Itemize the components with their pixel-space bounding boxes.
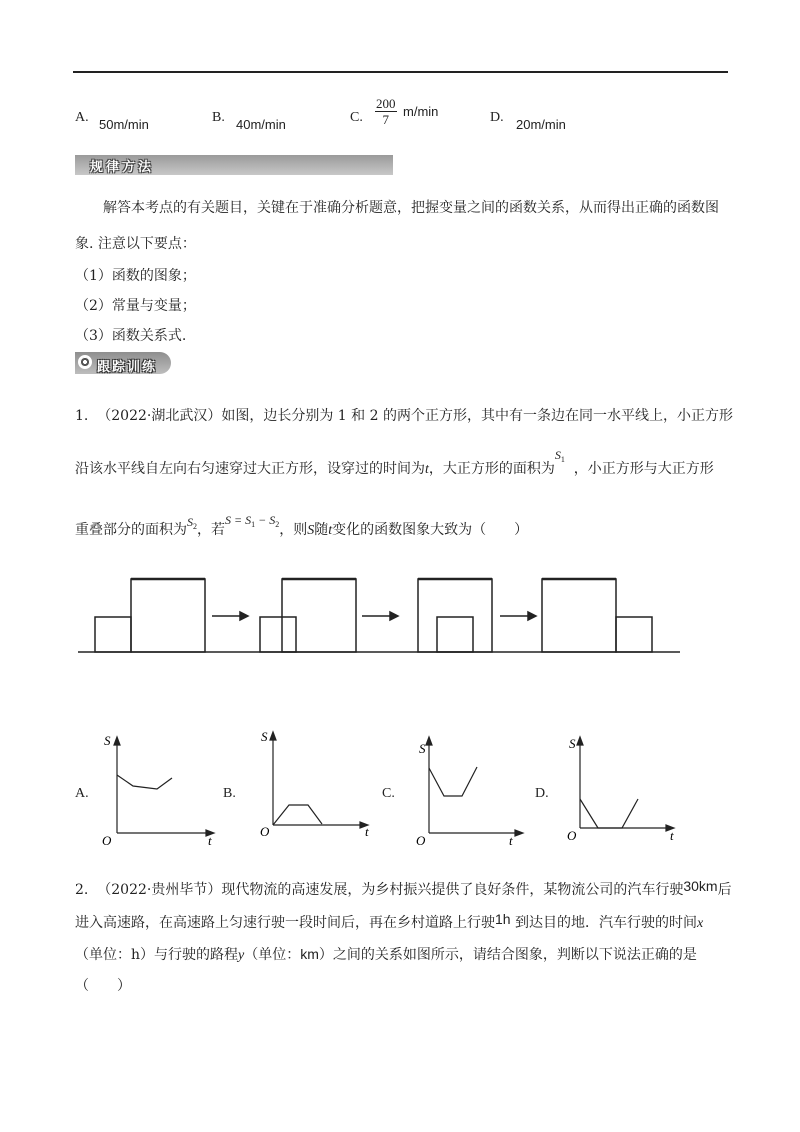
- formula: [225, 513, 279, 527]
- var-s2: [187, 515, 197, 529]
- origin-label: O: [567, 828, 577, 843]
- q1-line-3: [75, 513, 529, 545]
- q1-text: 变化的函数图象大致为（ ）: [332, 522, 529, 538]
- graph-curve: [429, 767, 477, 796]
- formula-part: S = S: [225, 513, 252, 527]
- option-value: 20m/min: [516, 117, 566, 132]
- fraction-numerator: 200: [376, 96, 396, 111]
- option-letter: A.: [75, 110, 89, 125]
- subscript: 1: [251, 520, 256, 529]
- q2-line-4: （ ）: [75, 978, 131, 994]
- question-source: （2022·湖北武汉）: [97, 408, 222, 424]
- var-s1: [555, 448, 565, 462]
- origin-label: O: [416, 833, 426, 848]
- q1-text: ，大正方形的面积为: [428, 461, 555, 477]
- fraction-denominator: 7: [382, 112, 389, 127]
- q2-text: （单位：: [244, 947, 301, 963]
- graph-option-a[interactable]: A.: [75, 786, 89, 801]
- large-square: [542, 579, 616, 652]
- arrow-right-icon: [528, 612, 536, 620]
- option-letter: B.: [212, 110, 225, 125]
- option-value: 40m/min: [236, 117, 286, 132]
- q2-text: 现代物流的高速发展，为乡村振兴提供了良好条件，某物流公司的汽车行驶: [221, 882, 684, 898]
- variable-t: t: [425, 462, 429, 477]
- axis-x-label: t: [509, 833, 513, 848]
- axis-x-label: t: [208, 833, 212, 848]
- option-c-unit: [403, 104, 438, 121]
- question-number: 1.: [75, 408, 89, 424]
- q2-text: 到达目的地．汽车行驶的时间: [515, 915, 698, 931]
- small-square: [616, 617, 652, 652]
- q2-line-1: [75, 879, 732, 900]
- q1-text: ，若: [197, 522, 225, 538]
- q2-text: 后: [717, 882, 732, 898]
- squares-diagram: [70, 570, 690, 660]
- q1-text: 随: [314, 522, 329, 538]
- option-value: 50m/min: [99, 117, 149, 132]
- q1-line-1: [75, 406, 733, 426]
- q2-text: （单位：h）与行驶的路程: [75, 947, 239, 963]
- method-intro: 解答本考点的有关题目，关键在于准确分析题意，把握变量之间的函数关系，从而得出正确的函数图: [103, 200, 719, 216]
- q2-text: 进入高速路，在高速路上匀速行驶一段时间后，再在乡村道路上行驶: [75, 915, 495, 931]
- value-1h: 1h: [495, 911, 511, 927]
- option-letter: C.: [350, 110, 363, 125]
- method-point-2: （2）常量与变量；: [75, 298, 196, 314]
- small-square: [95, 617, 131, 652]
- axis-x-label: t: [670, 828, 674, 843]
- subscript: 2: [193, 522, 197, 531]
- option-letter: D.: [490, 110, 504, 125]
- graph-curve: [117, 775, 172, 789]
- subscript: 2: [275, 520, 280, 529]
- graph-option-b[interactable]: B.: [223, 786, 236, 801]
- origin-label: O: [102, 833, 112, 848]
- option-d-value: [516, 117, 566, 134]
- graph-curve: [580, 799, 638, 828]
- q1-text: ，小正方形与大正方形: [573, 461, 714, 477]
- axis-x-label: t: [365, 824, 369, 839]
- question-source: （2022·贵州毕节）: [97, 882, 222, 898]
- method-point-3: （3）函数关系式.: [75, 328, 187, 344]
- axis-y-label: S: [104, 733, 111, 748]
- target-icon: [78, 355, 92, 369]
- unit-km: km: [300, 946, 319, 962]
- q1-text: 沿该水平线自左向右匀速穿过大正方形，设穿过的时间为: [75, 461, 425, 477]
- option-c-fraction: [375, 96, 397, 127]
- option-b-value: [236, 117, 286, 134]
- variable-x: x: [697, 916, 704, 931]
- option-unit: m/min: [403, 104, 439, 119]
- small-square: [260, 617, 296, 652]
- axis-y-label: S: [569, 736, 576, 751]
- s-symbol: S: [187, 515, 193, 529]
- small-square: [437, 617, 473, 652]
- graph-c: [413, 733, 533, 848]
- s-symbol: S: [554, 448, 561, 462]
- graph-d: [564, 733, 684, 848]
- method-banner-title: 规律方法: [90, 160, 155, 175]
- graph-option-c[interactable]: C.: [382, 786, 395, 801]
- option-a[interactable]: [75, 110, 89, 126]
- large-square: [131, 579, 205, 652]
- top-rule: [73, 71, 728, 73]
- formula-part: − S: [255, 513, 276, 527]
- question-number: 2.: [75, 882, 89, 898]
- training-banner-title: 跟踪训练: [97, 360, 158, 375]
- origin-label: O: [260, 824, 270, 839]
- graph-curve: [273, 805, 322, 825]
- q1-text: 如图，边长分别为 1 和 2 的两个正方形，其中有一条边在同一水平线上，小正方形: [221, 408, 733, 424]
- large-square: [418, 579, 492, 652]
- subscript: 1: [560, 455, 565, 464]
- q2-text: ）之间的关系如图所示，请结合图象，判断以下说法正确的是: [318, 947, 697, 963]
- q1-text: ，则: [279, 522, 308, 538]
- graph-option-d[interactable]: D.: [535, 786, 549, 801]
- large-square: [282, 579, 356, 652]
- q1-text: 重叠部分的面积为: [75, 522, 187, 538]
- method-intro-cont: 象. 注意以下要点：: [75, 236, 196, 252]
- axis-y-label: S: [419, 741, 426, 756]
- graph-a: [100, 733, 220, 848]
- option-b[interactable]: [212, 110, 225, 126]
- arrow-right-icon: [240, 612, 248, 620]
- variable-y: y: [238, 948, 245, 963]
- variable-t: t: [328, 523, 333, 538]
- value-30km: 30km: [683, 878, 718, 894]
- method-point-1: （1）函数的图象；: [75, 268, 196, 284]
- option-a-value: [99, 117, 149, 134]
- q1-line-2: [75, 448, 714, 484]
- option-d[interactable]: [490, 110, 504, 126]
- arrow-right-icon: [390, 612, 398, 620]
- q2-line-2: [75, 912, 703, 934]
- axis-y-label: S: [261, 729, 268, 744]
- option-c[interactable]: [350, 110, 363, 126]
- variable-s: S: [307, 523, 315, 538]
- graph-b: [258, 728, 378, 843]
- q2-line-3: [75, 944, 697, 966]
